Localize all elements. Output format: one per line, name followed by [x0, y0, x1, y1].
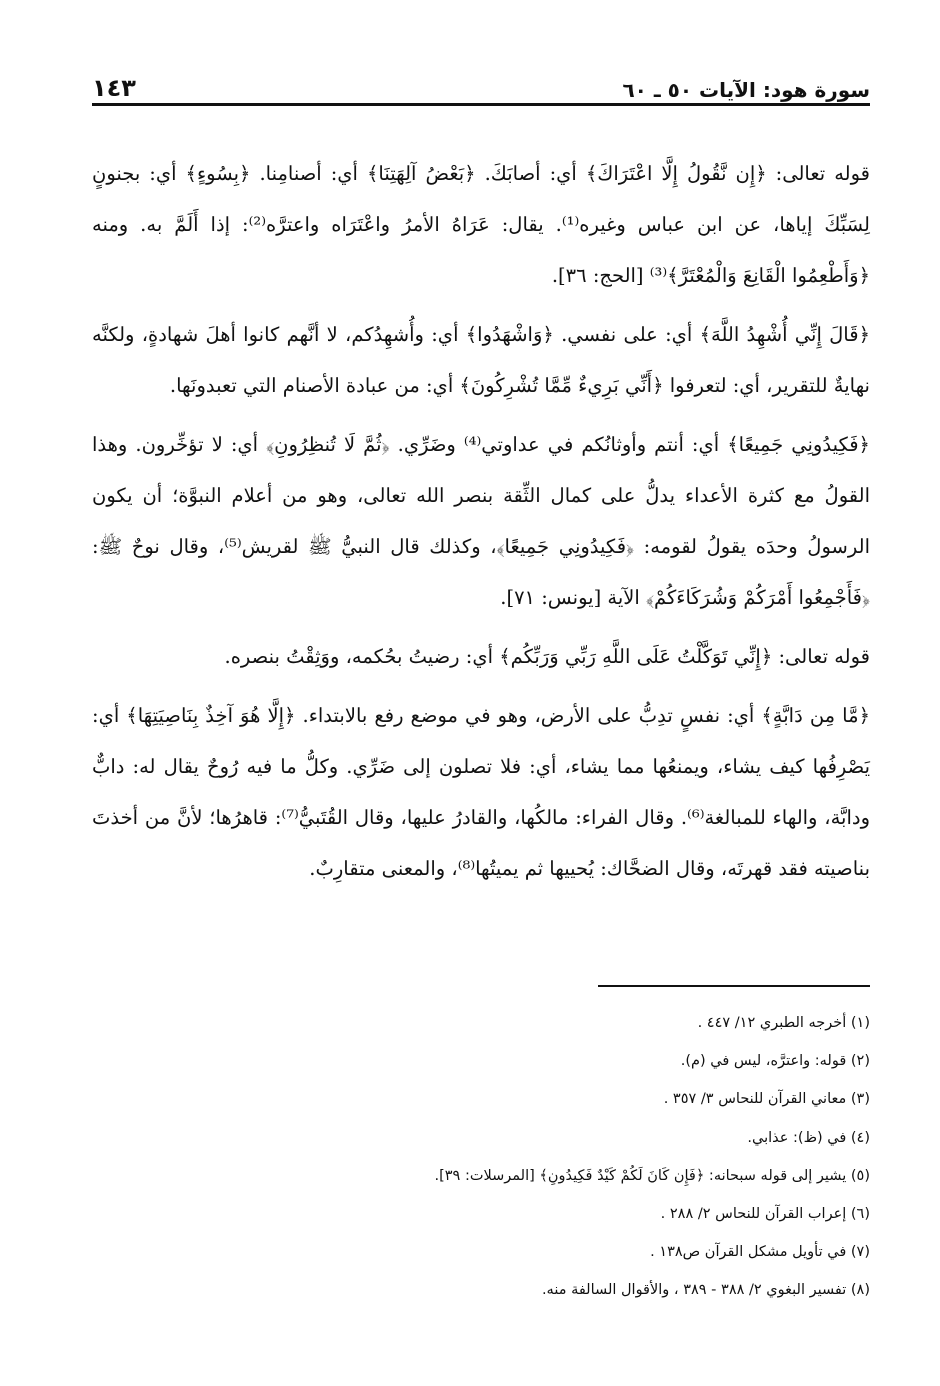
footnote-separator [598, 985, 870, 987]
footnotes [92, 1004, 870, 1310]
footnote: (٦) إعراب القرآن للنحاس ٢/ ٢٨٨ . [660, 1206, 870, 1223]
paragraph: ﴿فَكِيدُونِي جَمِيعًا﴾ أي: أنتم وأوثانُكم في عداوتي⁽⁴⁾ وضَرِّي. ﴿ثُمَّ لَا تُنظِرُونِ﴾ أي: لا تؤخِّرون. وهذا القولُ مع كثرة الأعداء يدلُّ على كمال الثِّقة بنصر الله تعالى، وهو من أعلام النبوَّة؛ أن يكون الرسولُ وحدَه يقولُ لقومه: ﴿فَكِيدُونِي جَمِيعًا﴾، وكذلك قال النبيُّ ﷺ لقريش⁽⁵⁾، وقال نوحٌ ﷺ: ﴿فَأَجْمِعُوا أَمْرَكُمْ وَشُرَكَاءَكُمْ﴾ الآية [يونس: ٧١]. [92, 433, 870, 609]
footnote: (٨) تفسير البغوي ٢/ ٣٨٨ - ٣٨٩ ، والأقوال السالفة منه. [541, 1282, 870, 1299]
page-header [92, 62, 870, 102]
header-rule [92, 103, 870, 106]
footnote: (٤) في (ظ): عذابي. [747, 1129, 870, 1146]
page-number: ١٤٣ [92, 74, 136, 102]
main-text [92, 148, 870, 902]
footnote: (١) أخرجه الطبري ١٢/ ٤٤٧ . [697, 1015, 870, 1031]
running-title: سورة هود: الآيات ٥٠ ـ ٦٠ [622, 78, 870, 102]
paragraph: قوله تعالى: ﴿إِنِّي تَوَكَّلْتُ عَلَى اللَّهِ رَبِّي وَرَبِّكُم﴾ أي: رضيتُ بحُكمه، ووَثِقْتُ بنصره. [224, 645, 870, 668]
footnote: (٥) يشير إلى قوله سبحانه: ﴿فَإِن كَانَ لَكُمْ كَيْدٌ فَكِيدُونِ﴾ [المرسلات: ٣٩]. [434, 1167, 870, 1184]
paragraph: ﴿مَّا مِن دَابَّةٍ﴾ أي: نفسٍ تدِبُّ على الأرض، وهو في موضع رفع بالابتداء. ﴿إِلَّا هُوَ آخِذٌ بِنَاصِيَتِهَا﴾ أي: يَصْرِفُها كيف يشاء، ويمنعُها مما يشاء، أي: فلا تصلون إلى ضَرِّي. وكلُّ ما فيه رُوحٌ يقال له: دابٌّ ودابَّة، والهاء للمبالغة⁽⁶⁾. وقال الفراء: مالكُها، والقادرُ عليها، وقال القُتَبيُّ⁽⁷⁾: قاهرُها؛ لأنَّ من أخذتَ بناصيته فقد قهرتَه، وقال الضحَّاك: يُحييها ثم يميتُها⁽⁸⁾، والمعنى متقارِبٌ. [92, 704, 870, 880]
footnote: (٧) في تأويل مشكل القرآن ص١٣٨ . [650, 1244, 870, 1261]
footnote: (٢) قوله: واعترَّه، ليس في (م). [680, 1053, 870, 1070]
paragraph: قوله تعالى: ﴿إِن نَّقُولُ إِلَّا اعْتَرَاكَ﴾ أي: أصابَكَ. ﴿بَعْضُ آلِهَتِنَا﴾ أي: أصنامِنا. ﴿بِسُوءٍ﴾ أي: بجنونٍ لِسَبِّكَ إياها، عن ابن عباس وغيره⁽¹⁾. يقال: عَرَاهُ الأمرُ واعْتَرَاه واعترَّه⁽²⁾: إذا أَلَمَّ به. ومنه ﴿وَأَطْعِمُوا الْقَانِعَ وَالْمُعْتَرَّ﴾⁽³⁾ [الحج: ٣٦]. [92, 162, 870, 287]
footnote: (٣) معاني القرآن للنحاس ٣/ ٣٥٧ . [663, 1091, 870, 1108]
paragraph: ﴿قَالَ إِنِّي أُشْهِدُ اللَّهَ﴾ أي: على نفسي. ﴿وَاشْهَدُوا﴾ أي: وأُشهِدُكم، لا أنَّهم كانوا أهلَ شهادةٍ، ولكنَّه نهايةٌ للتقرير، أي: لتعرفوا ﴿أَنِّي بَرِيءٌ مِّمَّا تُشْرِكُونَ﴾ أي: من عبادة الأصنام التي تعبدونَها. [92, 323, 870, 397]
